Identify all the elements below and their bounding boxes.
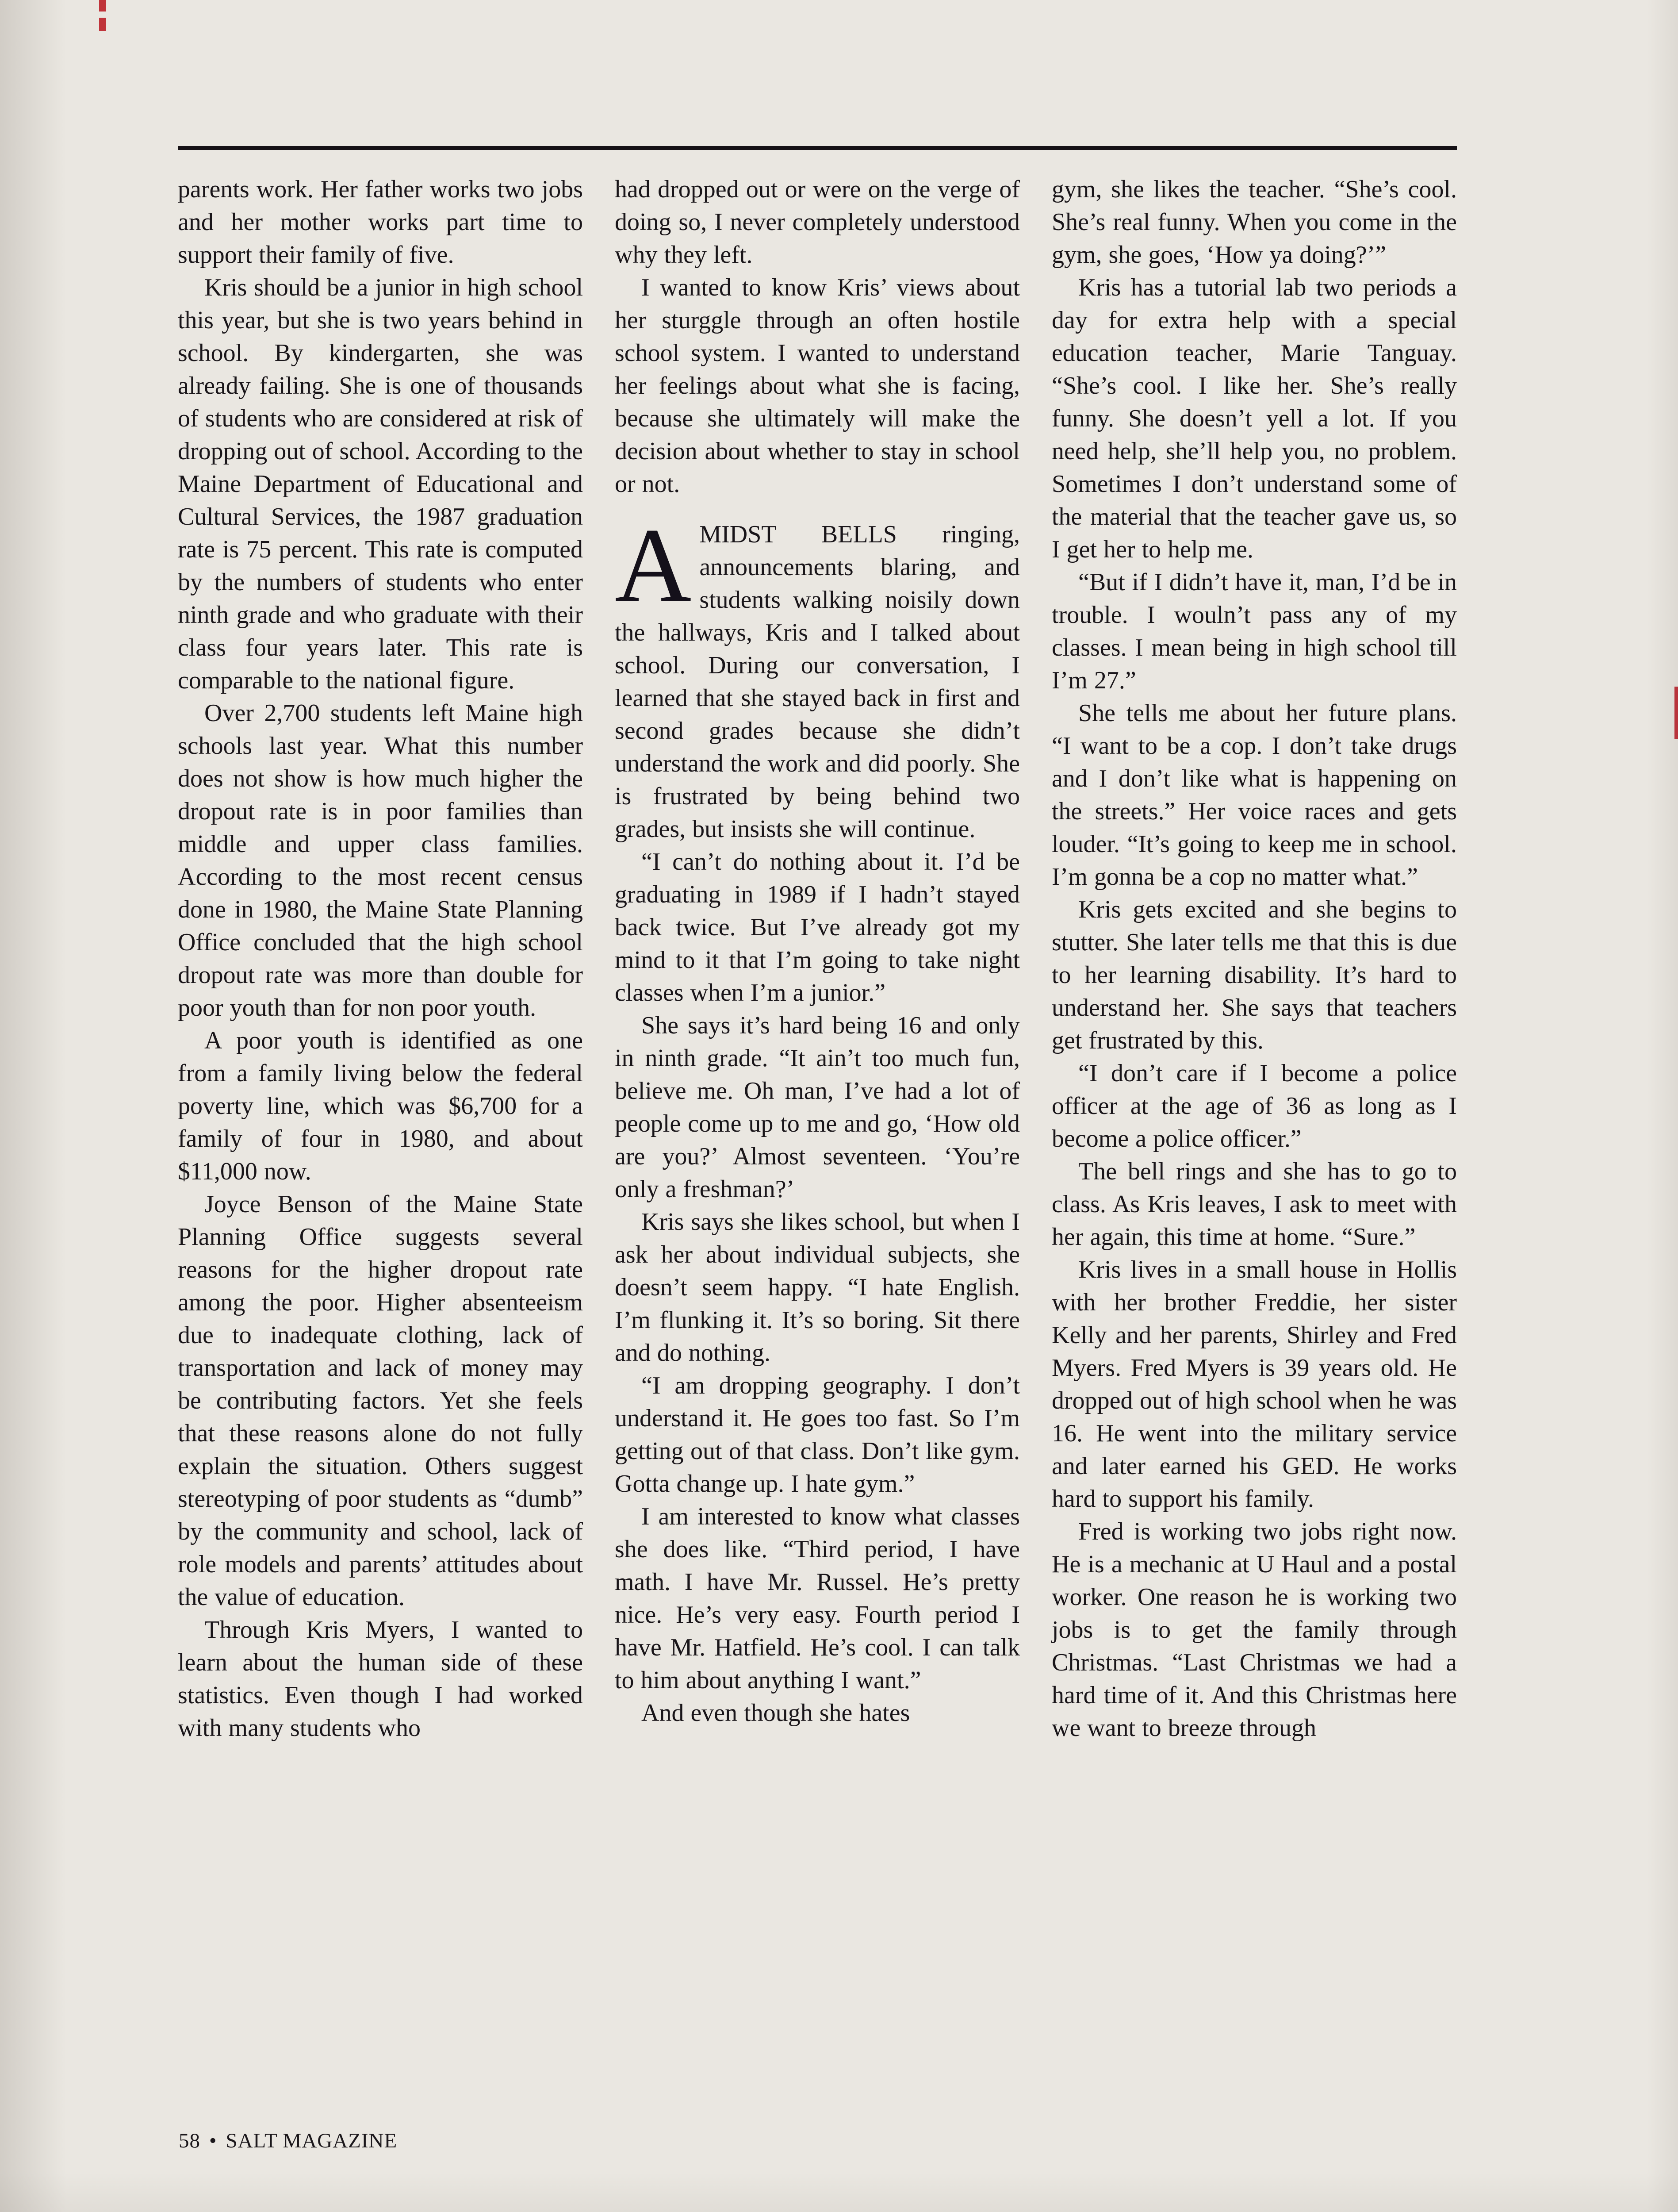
article-columns <box>178 173 1457 1744</box>
article-column-2 <box>615 173 1020 1744</box>
article-paragraph: And even though she hates <box>641 1699 910 1727</box>
top-rule <box>178 146 1457 150</box>
red-print-mark <box>99 0 106 12</box>
article-column-1 <box>178 173 583 1744</box>
article-paragraph: The bell rings and she has to go to class. As Kris leaves, I ask to meet with her again, this time at home. “Sure.” <box>1052 1158 1457 1251</box>
red-print-mark <box>1674 687 1678 739</box>
article-paragraph: I wanted to know Kris’ views about her sturggle through an often hostile school system. I wanted to understand her feelings about what she is facing, because she ultimately will make the decision about whether to stay in school or not. <box>615 274 1020 498</box>
article-paragraph: She tells me about her future plans. “I want to be a cop. I don’t take drugs and I don’t like what is happening on the streets.” Her voice races and gets louder. “It’s going to keep me in school. I’m gonna be a cop no matter what.” <box>1052 699 1457 891</box>
page-number: 58 <box>179 2129 200 2152</box>
page-footer <box>179 2129 397 2153</box>
article-paragraph: Kris gets excited and she begins to stutter. She later tells me that this is due to her learning disability. It’s hard to understand her. She says that teachers get frustrated by this. <box>1052 896 1457 1054</box>
red-print-mark <box>99 18 106 31</box>
article-paragraph: had dropped out or were on the verge of doing so, I never completely understood why they left. <box>615 176 1020 269</box>
article-paragraph: Joyce Benson of the Maine State Planning Office suggests several reasons for the higher dropout rate among the poor. Higher absenteeism due to inadequate clothing, lack of transportation and lack of money may be contributing factors. Yet she feels that these reasons alone do not fully explain the situation. Others suggest stereotyping of poor students as “dumb” by the community and school, lack of role models and parents’ attitudes about the value of education. <box>178 1190 583 1611</box>
article-paragraph: Over 2,700 students left Maine high schools last year. What this number does not show is how much higher the dropout rate is in poor families than middle and upper class families. According to the most recent census done in 1980, the Maine State Planning Office concluded that the high school dropout rate was more than double for poor youth than for non poor youth. <box>178 699 583 1022</box>
article-paragraph: Kris says she likes school, but when I ask her about individual subjects, she doesn’t seem happy. “I hate English. I’m flunking it. It’s so boring. Sit there and do nothing. <box>615 1208 1020 1367</box>
magazine-name: SALT MAGAZINE <box>226 2129 398 2152</box>
drop-cap-letter: A <box>615 506 692 624</box>
article-paragraph: I am interested to know what classes she does like. “Third period, I have math. I have Mr. Russel. He’s pretty nice. He’s very easy. Fourth period I have Mr. Hatfield. He’s cool. I can talk to him about anything I want.” <box>615 1503 1020 1694</box>
article-paragraph: Through Kris Myers, I wanted to learn about the human side of these statistics. Even though I had worked with many students who <box>178 1616 583 1742</box>
article-paragraph: “I don’t care if I become a police officer at the age of 36 as long as I become a police officer.” <box>1052 1060 1457 1152</box>
article-paragraph: A poor youth is identified as one from a family living below the federal poverty line, which was $6,700 for a family of four in 1980, and about $11,000 now. <box>178 1027 583 1185</box>
article-paragraph: gym, she likes the teacher. “She’s cool. She’s real funny. When you come in the gym, she goes, ‘How ya doing?’” <box>1052 176 1457 269</box>
article-column-3 <box>1052 173 1457 1744</box>
article-paragraph-dropcap <box>615 506 1020 845</box>
article-paragraph: Kris should be a junior in high school this year, but she is two years behind in school. By kindergarten, she was already failing. She is one of thousands of students who are considered at risk of dropping out of school. According to the Maine Department of Educational and Cultural Services, the 1987 graduation rate is 75 percent. This rate is computed by the numbers of students who enter ninth grade and who graduate with their class four years later. This rate is comparable to the national figure. <box>178 274 583 694</box>
article-paragraph: “I am dropping geography. I don’t understand it. He goes too fast. So I’m getting out of that class. Don’t like gym. Gotta change up. I hate gym.” <box>615 1372 1020 1498</box>
article-paragraph: She says it’s hard being 16 and only in ninth grade. “It ain’t too much fun, believe me. Oh man, I’ve had a lot of people come up to me and go, ‘How old are you?’ Almost seventeen. ‘You’re only a freshman?’ <box>615 1012 1020 1203</box>
paragraph-text: MIDST BELLS ringing, announcements blaring, and students walking noisily down the hallways, Kris and I talked about school. During our conversation, I learned that she stayed back in first and second grades because she didn’t understand the work and did poorly. She is frustrated by being behind two grades, but insists she will continue. <box>615 521 1020 843</box>
article-paragraph: Fred is working two jobs right now. He is a mechanic at U Haul and a postal worker. One reason he is working two jobs is to get the family through Christmas. “Last Christmas we had a hard time of it. And this Christmas here we want to breeze through <box>1052 1518 1457 1742</box>
footer-bullet: • <box>209 2129 217 2152</box>
article-paragraph: Kris lives in a small house in Hollis with her brother Freddie, her sister Kelly and her parents, Shirley and Fred Myers. Fred Myers is 39 years old. He dropped out of high school when he was 16. He went into the military service and later earned his GED. He works hard to support his family. <box>1052 1256 1457 1513</box>
article-paragraph: parents work. Her father works two jobs and her mother works part time to support their family of five. <box>178 176 583 269</box>
article-paragraph: “I can’t do nothing about it. I’d be graduating in 1989 if I hadn’t stayed back twice. But I’ve already got my mind to it that I’m going to take night classes when I’m a junior.” <box>615 848 1020 1006</box>
article-paragraph: “But if I didn’t have it, man, I’d be in trouble. I wouln’t pass any of my classes. I mean being in high school till I’m 27.” <box>1052 568 1457 694</box>
magazine-page-body <box>178 146 1457 1744</box>
article-paragraph: Kris has a tutorial lab two periods a day for extra help with a special education teacher, Marie Tanguay. “She’s cool. I like her. She’s really funny. She doesn’t yell a lot. If you need help, she’ll help you, no problem. Sometimes I don’t understand some of the material that the teacher gave us, so I get her to help me. <box>1052 274 1457 563</box>
